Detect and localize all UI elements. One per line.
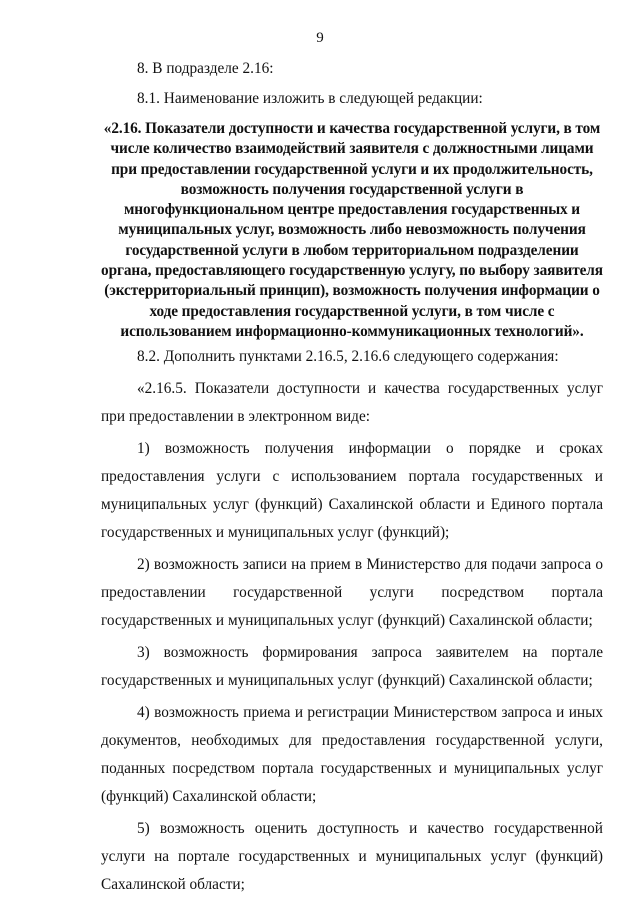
paragraph-name-change: 8.1. Наименование изложить в следующей редакции: bbox=[137, 90, 483, 107]
list-item-5: 5) возможность оценить доступность и качество государственной услуги на портале государственных и муниципальных услуг (функций) Сахалинской области; bbox=[101, 820, 603, 894]
list-item-2: 2) возможность записи на прием в Министерство для подачи запроса о предоставлении государственной услуги посредством портала государственных и муниципальных услуг (функций) Сахалинской области; bbox=[101, 556, 603, 630]
list-item-4: 4) возможность приема и регистрации Министерством запроса и иных документов, необходимых для предоставления государственной услуги, поданных посредством портала государственных и муниципальных услуг (функций) Сахалинской области; bbox=[101, 704, 603, 806]
list-item-1: 1) возможность получения информации о порядке и сроках предоставления услуги с использованием портала государственных и муниципальных услуг (функций) Сахалинской области и Единого портала государственных и муниципальных услуг (функций); bbox=[101, 440, 603, 542]
list-item-3: 3) возможность формирования запроса заявителем на портале государственных и муниципальных услуг (функций) Сахалинской области; bbox=[101, 644, 603, 690]
page-number: 9 bbox=[316, 30, 324, 46]
paragraph-subsection: 8. В подразделе 2.16: bbox=[137, 60, 274, 77]
document-body bbox=[101, 58, 603, 899]
section-title: «2.16. Показатели доступности и качества государственной услуги, в том числе количество взаимодействий заявителя с должностными лицами при предоставлении государственной услуги и их продолжительность, возможность получения государственной услуги в многофункциональном центре предоставления государственных и муниципальных услуг, возможность либо невозможность получения государственной услуги в любом территориальном подразделении органа, предоставляющего государственную услугу, по выбору заявителя (экстерриториальный принцип), возможность получения информации о ходе предоставления государственной услуги, в том числе с использованием информационно-коммуникационных технологий». bbox=[101, 120, 603, 340]
paragraph-2-16-5: «2.16.5. Показатели доступности и качества государственных услуг при предоставлении в электронном виде: bbox=[101, 380, 603, 426]
paragraph-supplement: 8.2. Дополнить пунктами 2.16.5, 2.16.6 следующего содержания: bbox=[137, 348, 559, 366]
